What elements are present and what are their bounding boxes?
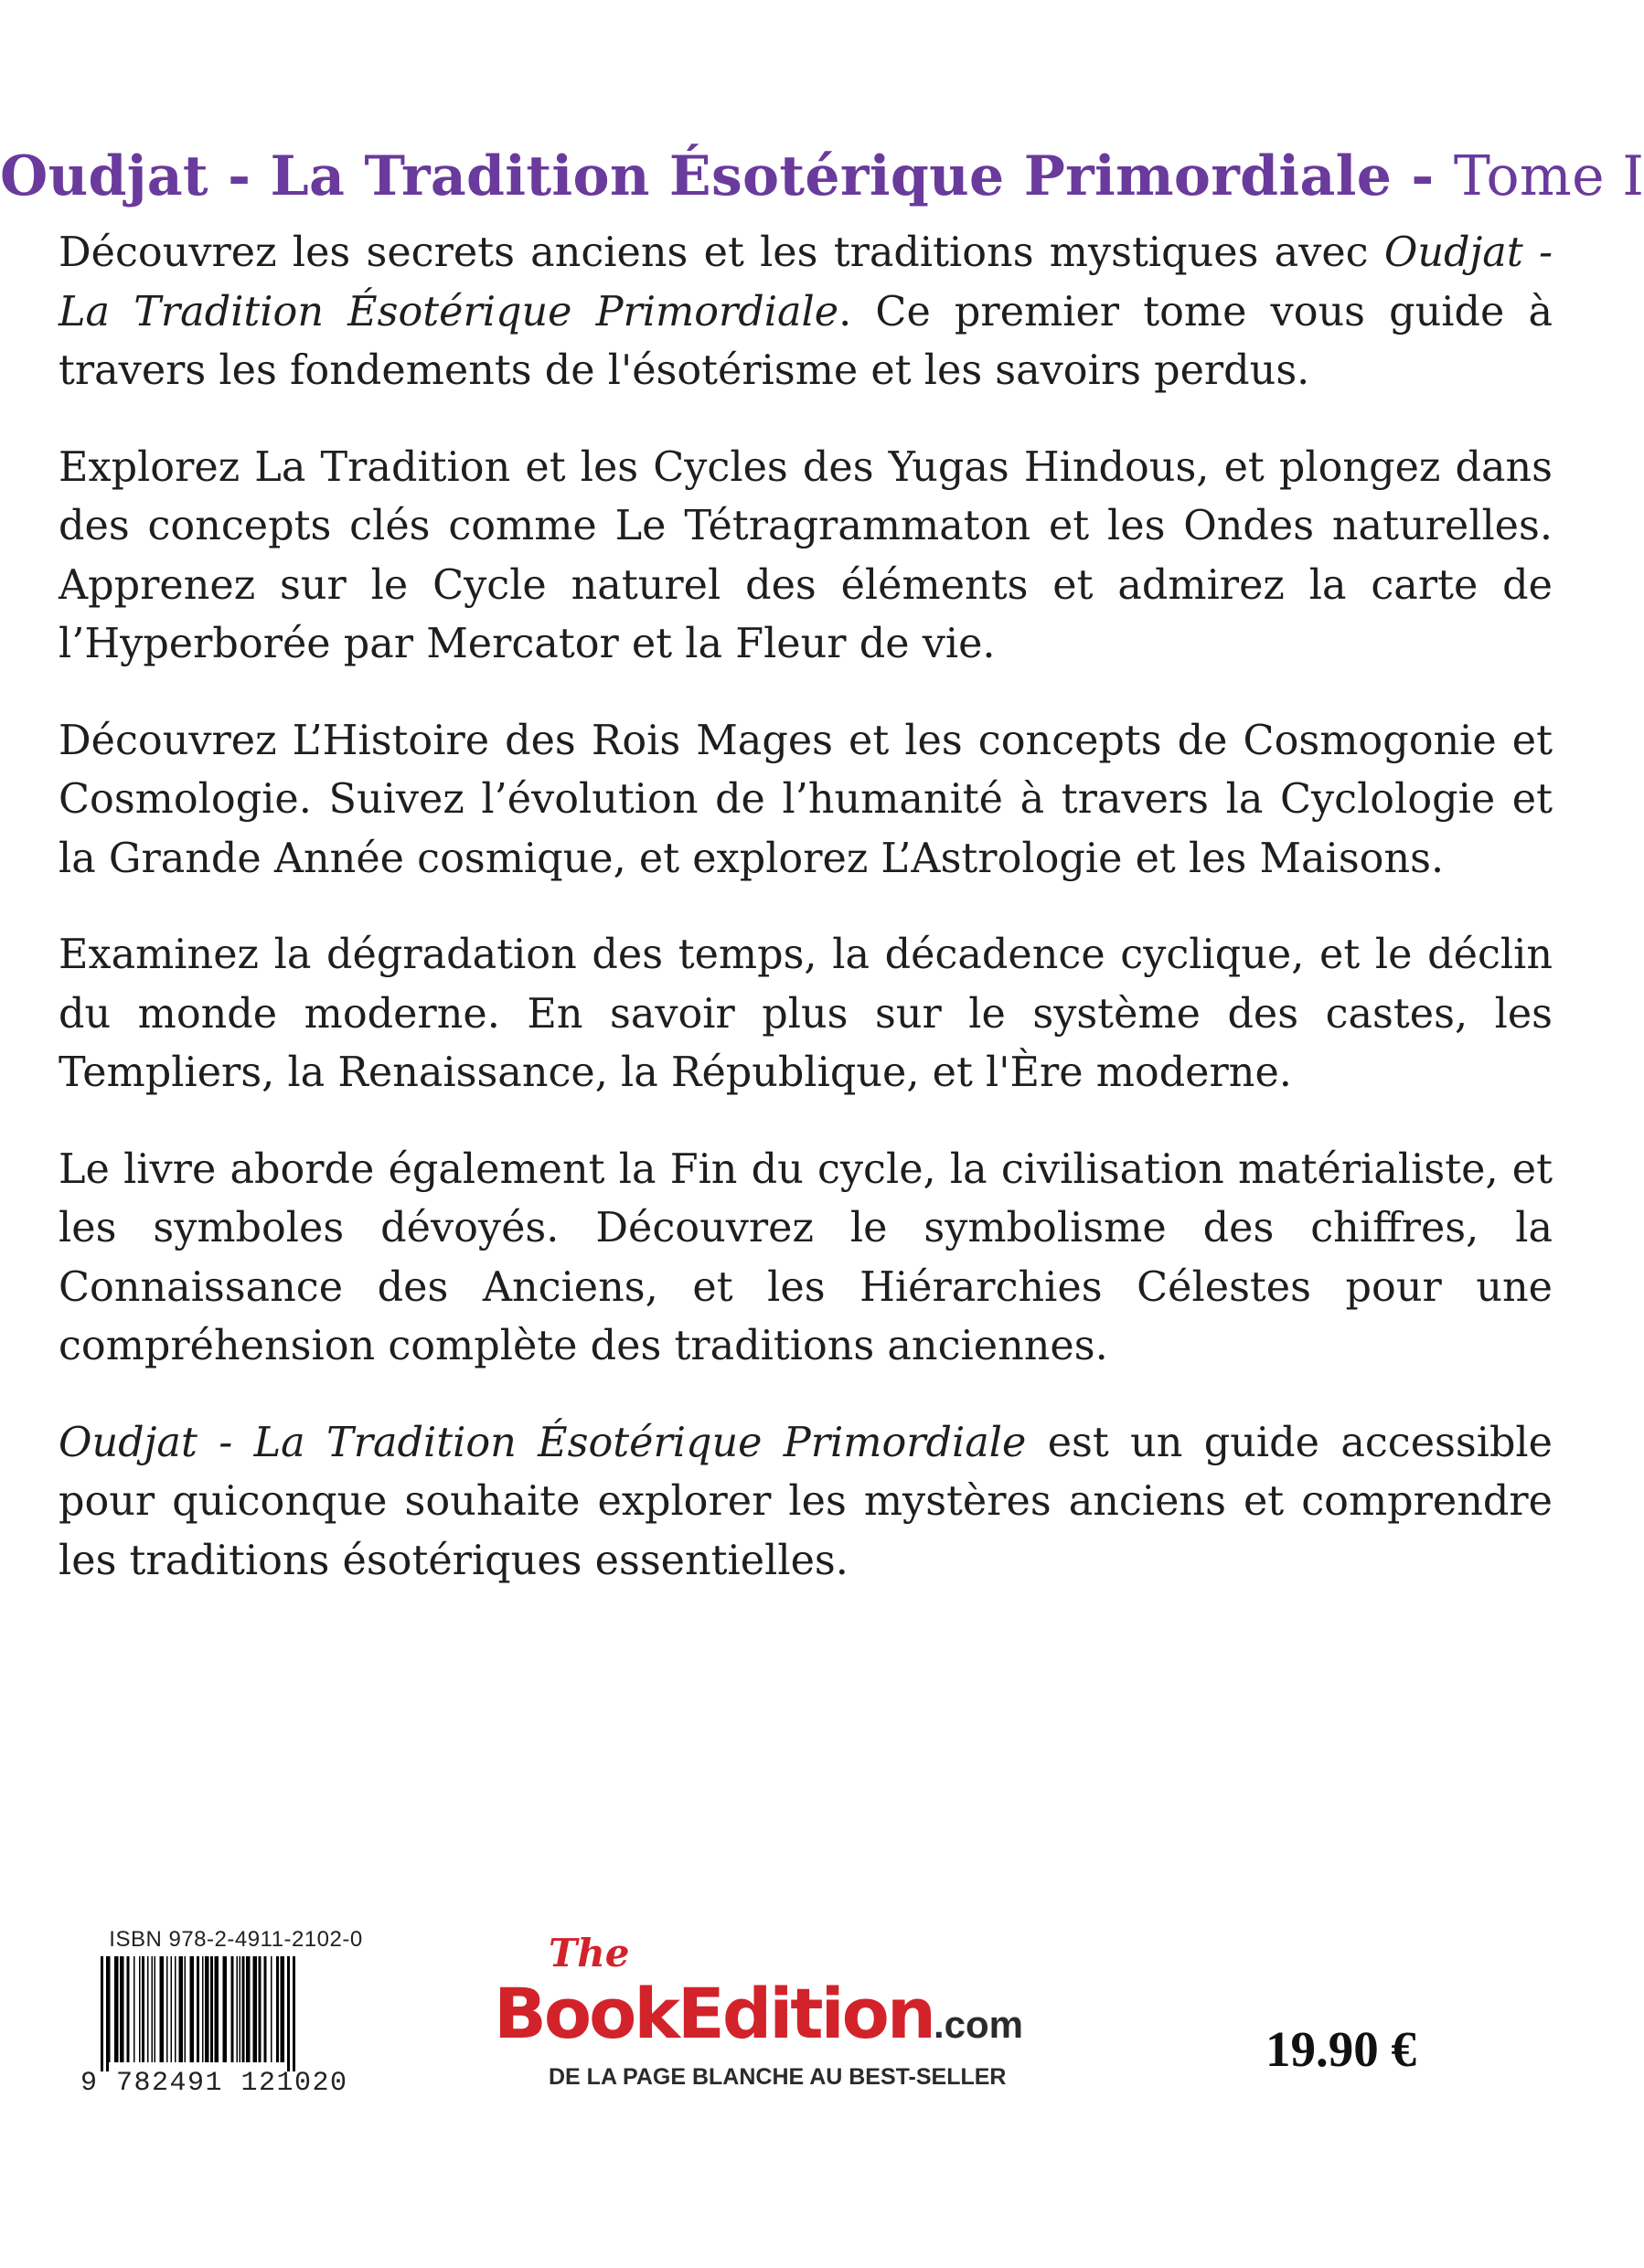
isbn-label: ISBN 978-2-4911-2102-0	[109, 1927, 363, 1952]
paragraph-1-intro: Découvrez les secrets anciens et les traditions mystiques avec	[59, 229, 1384, 276]
logo-the: The	[549, 1931, 630, 1975]
paragraph-1	[59, 224, 1553, 401]
paragraph-3: Découvrez L’Histoire des Rois Mages et les concepts de Cosmogonie et Cosmologie. Suivez l’évolution de l’humanité à travers la Cyclologie et la Grande Année cosmique, et explorez L’Astrologie et les Maisons.	[59, 717, 1553, 882]
logo-tagline: DE LA PAGE BLANCHE AU BEST-SELLER	[549, 2064, 1007, 2090]
publisher-logo	[486, 1927, 1035, 2101]
isbn-barcode-block	[80, 1927, 382, 2101]
paragraph-5: Le livre aborde également la Fin du cycle, la civilisation matérialiste, et les symboles dévoyés. Découvrez le symbolisme des chiffres, la Connaissance des Anciens, et les Hiérarchies Célestes pour une compréhension complète des traditions anciennes.	[59, 1145, 1553, 1369]
title-tome: Tome I	[1453, 144, 1644, 209]
paragraph-2: Explorez La Tradition et les Cycles des Yugas Hindous, et plongez dans des concepts clés comme Le Tétragrammaton et les Ondes naturelles. Apprenez sur le Cycle naturel des éléments et admirez la carte de l’Hyperborée par Mercator et la Fleur de vie.	[59, 443, 1553, 667]
paragraph-1-rest: . Ce premier tome vous guide à travers les fondements de l'ésotérisme et les savoirs perdus.	[59, 288, 1553, 394]
page-title	[0, 144, 1644, 209]
paragraph-1-book-title: Oudjat - La Tradition Ésotérique Primordiale	[59, 229, 1553, 335]
barcode-digits: 9 782491 121020	[80, 2068, 348, 2099]
description-text	[59, 224, 1553, 1628]
title-main: Oudjat - La Tradition Ésotérique Primordiale -	[0, 144, 1454, 209]
logo-name: BookEdition	[494, 1973, 934, 2054]
paragraph-6	[59, 1414, 1553, 1592]
logo-domain: .com	[933, 2003, 1023, 2046]
logo-wordmark	[494, 1973, 1023, 2054]
paragraph-4: Examinez la dégradation des temps, la décadence cyclique, et le déclin du monde moderne. En savoir plus sur le système des castes, les Templiers, la Renaissance, la République, et l'Ère moderne.	[59, 932, 1553, 1096]
paragraph-6-book-title: Oudjat - La Tradition Ésotérique Primordiale	[59, 1419, 1027, 1466]
paragraph-6-rest: est un guide accessible pour quiconque souhaite explorer les mystères anciens et comprendre les traditions ésotériques essentielles.	[59, 1419, 1553, 1584]
price-label: 19.90 €	[1265, 2021, 1416, 2077]
barcode-icon	[80, 1956, 382, 2071]
